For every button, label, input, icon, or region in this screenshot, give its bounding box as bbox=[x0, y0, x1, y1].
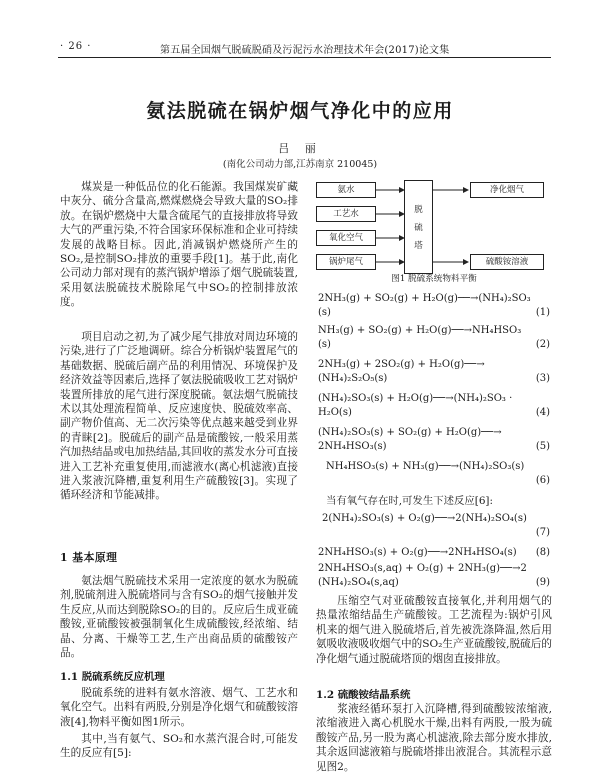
figure-1-caption: 图1 脱硫系统物料平衡 bbox=[391, 274, 477, 284]
equation-5-line-2: 2NH₄HSO₃(s) bbox=[318, 441, 387, 452]
output-clean-gas-box: 净化烟气 bbox=[470, 182, 544, 198]
equation-8-line-1: 2NH₄HSO₃(s) + O₂(g)──→2NH₄HSO₄(s) bbox=[318, 547, 517, 558]
equation-3-number: (3) bbox=[535, 373, 550, 384]
intro-text-2: 项目启动之初,为了减少尾气排放对周边环境的污染,进行了广泛地调研。综合分析锅炉装置尾气的基础数据、脱硫后副产品的利用情况、环境保护及经济效益等因素后,选择了氨法脱硫吸收工艺对锅炉装置所排放的尾气进行深度脱硫。氨法烟气脱硫技术以其处理流程简单、反应速度快、脱硫效率高、副产物价值高、无二次污染等优点越来越受到业界的青睐[2]。脱硫后的副产品是硫酸铵,一般采用蒸汽加热结晶或电加热结晶,其回收的蒸发水分可直接进入工艺补充重复使用,而滤液水(离心机滤液)直接进入浆液沉降槽,重复利用生产硫酸铵[3]。实现了循环经济和节能减排。 bbox=[60, 331, 298, 502]
equation-9 bbox=[318, 562, 550, 590]
equation-8 bbox=[318, 546, 550, 560]
equation-8-number: (8) bbox=[535, 547, 550, 558]
input-ammonia-box: 氨水 bbox=[316, 182, 376, 198]
process-paragraph bbox=[316, 594, 552, 682]
intro-paragraph-1 bbox=[60, 180, 298, 328]
section-1-paragraph-1 bbox=[60, 574, 298, 662]
equation-4-line-2: H₂O(s) bbox=[318, 407, 352, 418]
intro-text-1: 煤炭是一种低品位的化石能源。我国煤炭矿藏中灰分、硫分含量高,燃煤燃烧会导致大量的SO₂排放。在锅炉燃烧中大量含硫尾气的直接排放将导致大气的严重污染,不符合国家环保标准和企业可持续发展的战略目标。因此,消减锅炉燃烧所产生的SO₂,是控制SO₂排放的重要手段[1]。基于此,南化公司动力部对现有的蒸汽锅炉增添了烟气脱硫装置,采用氨法脱硫技术脱除尾气中SO₂的控制排放浓度。 bbox=[60, 181, 298, 309]
equation-7 bbox=[318, 512, 550, 538]
section-1-heading: 1 基本原理 bbox=[60, 551, 118, 564]
section-1-text-2: 脱硫系统的进料有氨水溶液、烟气、工艺水和氧化空气。出料有两股,分别是净化烟气和硫酸铵溶液[4],物料平衡如图1所示。 bbox=[60, 687, 298, 728]
section-1-paragraph-2 bbox=[60, 686, 298, 730]
desulfurization-tower-box bbox=[404, 180, 433, 274]
oxygen-intro: 当有氧气存在时,可发生下述反应[6]: bbox=[326, 495, 493, 507]
input-oxidation-air-box: 氧化空气 bbox=[316, 230, 376, 246]
equation-5 bbox=[318, 426, 550, 454]
paper-author: 吕 丽 bbox=[278, 142, 322, 155]
crystallization-paragraph bbox=[316, 702, 552, 773]
input-process-water-box: 工艺水 bbox=[316, 206, 376, 222]
equation-2-line-1: NH₃(g) + SO₂(g) + H₂O(g)──→NH₄HSO₃ bbox=[318, 325, 522, 336]
equation-3-line-1: 2NH₃(g) + 2SO₂(g) + H₂O(g)──→ bbox=[318, 359, 485, 370]
paper-affiliation: (南化公司动力部,江苏南京 210045) bbox=[222, 159, 378, 170]
crystallization-text: 浆液经循环泵打入沉降槽,得到硫酸铵浓缩液,浓缩液进入离心机脱水干燥,出料有两股,一股为硫酸铵产品,另一股为离心机滤液,除去部分废水排放,其余返回滤液箱与脱硫塔排出液混合。其流程示意见图2。 bbox=[316, 703, 552, 773]
equation-1 bbox=[318, 292, 550, 320]
equation-1-number: (1) bbox=[535, 307, 550, 318]
equation-5-number: (5) bbox=[535, 441, 550, 452]
equation-9-line-2: (NH₄)₂SO₄(s,aq) bbox=[318, 577, 399, 588]
intro-paragraph-2 bbox=[60, 330, 298, 546]
equation-3-line-2: (NH₄)₂S₂O₅(s) bbox=[318, 373, 388, 384]
header-rule bbox=[58, 57, 551, 58]
paper-title: 氨法脱硫在锅炉烟气净化中的应用 bbox=[146, 100, 454, 122]
equation-7-number: (7) bbox=[535, 527, 550, 538]
equation-2-line-2: (s) bbox=[318, 339, 331, 350]
equation-6 bbox=[318, 460, 550, 486]
section-1-paragraph-3 bbox=[60, 732, 298, 762]
equation-6-line-1: NH₄HSO₃(s) + NH₃(g)──→(NH₄)₂SO₃(s) bbox=[326, 461, 525, 472]
equation-2-number: (2) bbox=[535, 339, 550, 350]
section-1-text-1: 氨法烟气脱硫技术采用一定浓度的氨水为脱硫剂,脱硫剂进入脱硫塔同与含有SO₂的烟气接触并发生反应,从而达到脱除SO₂的目的。反应后生成亚硫酸铵,亚硫酸铵被强制氧化生成硫酸铵,经浓缩、结晶、分离、干燥等工艺,生产出商品质的硫酸铵产品。 bbox=[60, 575, 298, 660]
running-header: 第五届全国烟气脱硫脱硝及污泥污水治理技术年会(2017)论文集 bbox=[160, 45, 450, 56]
equation-3 bbox=[318, 358, 550, 386]
equation-1-line-1: 2NH₃(g) + SO₂(g) + H₂O(g)──→(NH₄)₂SO₃ bbox=[318, 293, 531, 304]
equation-5-line-1: (NH₄)₂SO₃(s) + SO₂(g) + H₂O(g)──→ bbox=[318, 427, 502, 438]
output-ammonium-sulfate-box: 硫酸铵溶液 bbox=[470, 254, 544, 270]
process-text: 压缩空气对亚硫酸铵直接氧化,并利用烟气的热量浓缩结晶生产硫酸铵。工艺流程为:锅炉引风机来的烟气进入脱硫塔后,首先被洗涤降温,然后用氨吸收液吸收烟气中的SO₂生产亚硫酸铵,脱硫后的净化烟气通过脱硫塔顶的烟囱直接排放。 bbox=[316, 595, 552, 665]
input-flue-gas-box: 锅炉尾气 bbox=[316, 254, 376, 270]
subsection-1-1-heading: 1.1 脱硫系统反应机理 bbox=[60, 671, 165, 683]
equation-2 bbox=[318, 324, 550, 352]
equation-9-number: (9) bbox=[535, 577, 550, 588]
equation-9-line-1: 2NH₄HSO₃(s,aq) + O₂(g) + 2NH₃(g)──→2 bbox=[318, 563, 527, 574]
equation-4-line-1: (NH₄)₂SO₃(s) + H₂O(g)──→(NH₄)₂SO₃ · bbox=[318, 393, 513, 404]
page-number: · 26 · bbox=[60, 41, 92, 52]
tower-char-2: 硫 bbox=[414, 223, 423, 233]
equation-6-number: (6) bbox=[535, 475, 550, 486]
subsection-1-2-heading: 1.2 硫酸铵结晶系统 bbox=[316, 689, 411, 701]
figure-1-diagram bbox=[316, 176, 552, 280]
equation-7-line-1: 2(NH₄)₂SO₃(s) + O₂(g)──→2(NH₄)₂SO₄(s) bbox=[322, 513, 527, 524]
tower-char-3: 塔 bbox=[414, 241, 423, 251]
equation-1-line-2: (s) bbox=[318, 307, 331, 318]
equation-4 bbox=[318, 392, 550, 420]
section-1-text-3: 其中,当有氨气、SO₂和水蒸汽混合时,可能发生的反应有[5]: bbox=[60, 733, 298, 760]
equation-4-number: (4) bbox=[535, 407, 550, 418]
tower-char-1: 脱 bbox=[414, 205, 423, 215]
